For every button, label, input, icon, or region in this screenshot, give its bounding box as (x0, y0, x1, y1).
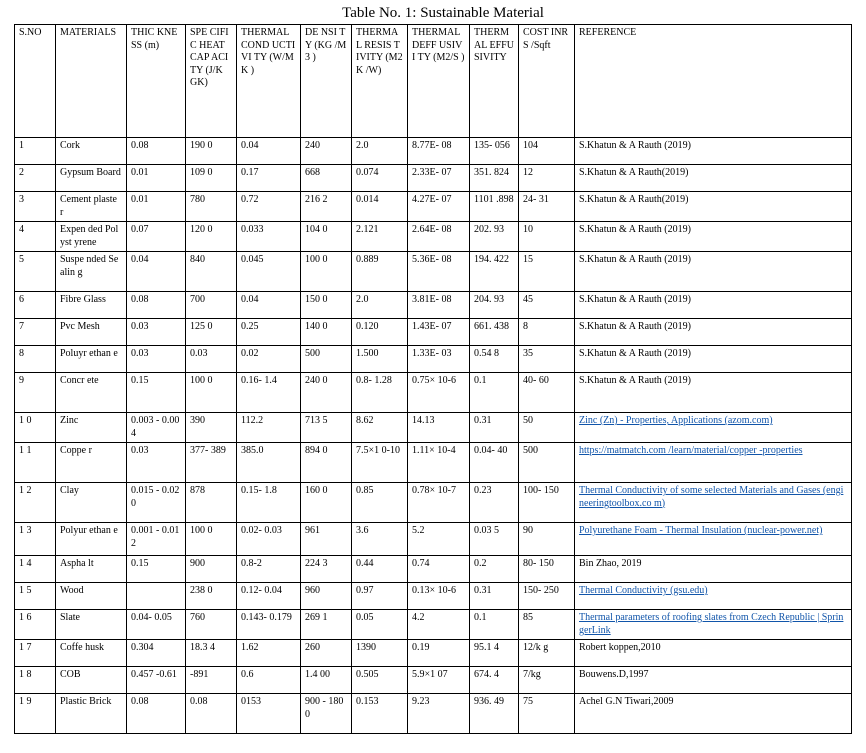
heat-capacity-cell: -891 (186, 667, 237, 694)
reference-cell (575, 252, 852, 292)
diffusivity-cell: 1.11× 10-4 (408, 443, 470, 483)
thickness-cell: 0.001 - 0.012 (127, 523, 186, 556)
thickness-cell: 0.304 (127, 640, 186, 667)
header-cell: THERMAL COND UCTIVI TY (W/MK ) (237, 25, 301, 138)
reference-cell (575, 523, 852, 556)
density-cell: 140 0 (301, 319, 352, 346)
effusivity-cell: 194. 422 (470, 252, 519, 292)
heat-capacity-cell: 900 (186, 556, 237, 583)
sno-cell: 1 (15, 138, 56, 165)
sno-cell: 7 (15, 319, 56, 346)
resistivity-cell: 2.0 (352, 292, 408, 319)
reference-cell (575, 373, 852, 413)
table-row (15, 556, 852, 583)
thickness-cell: 0.15 (127, 373, 186, 413)
effusivity-cell: 0.31 (470, 413, 519, 443)
table-row (15, 610, 852, 640)
reference-text: Robert koppen,2010 (579, 642, 661, 653)
effusivity-cell: 661. 438 (470, 319, 519, 346)
resistivity-cell: 0.97 (352, 583, 408, 610)
material-cell: Coffe husk (56, 640, 127, 667)
cost-cell: 100- 150 (519, 483, 575, 523)
conductivity-cell: 0.045 (237, 252, 301, 292)
resistivity-cell: 3.6 (352, 523, 408, 556)
table-row (15, 346, 852, 373)
header-cell: MATERIALS (56, 25, 127, 138)
density-cell: 104 0 (301, 222, 352, 252)
sno-cell: 8 (15, 346, 56, 373)
density-cell: 216 2 (301, 192, 352, 222)
density-cell: 240 (301, 138, 352, 165)
table-row (15, 165, 852, 192)
sno-cell: 6 (15, 292, 56, 319)
cost-cell: 75 (519, 694, 575, 734)
resistivity-cell: 7.5×1 0-10 (352, 443, 408, 483)
resistivity-cell: 8.62 (352, 413, 408, 443)
effusivity-cell: 0.54 8 (470, 346, 519, 373)
resistivity-cell: 2.121 (352, 222, 408, 252)
conductivity-cell: 0.16- 1.4 (237, 373, 301, 413)
resistivity-cell: 0.889 (352, 252, 408, 292)
header-cell: THERMAL RESIS TIVITY (M2K /W) (352, 25, 408, 138)
table-row (15, 192, 852, 222)
cost-cell: 45 (519, 292, 575, 319)
conductivity-cell: 385.0 (237, 443, 301, 483)
conductivity-cell: 0.04 (237, 292, 301, 319)
reference-text: S.Khatun & A Rauth (2019) (579, 375, 691, 386)
header-row (15, 25, 852, 138)
reference-text: Achel G.N Tiwari,2009 (579, 696, 674, 707)
table-row (15, 583, 852, 610)
thickness-cell: 0.08 (127, 292, 186, 319)
density-cell: 894 0 (301, 443, 352, 483)
resistivity-cell: 0.153 (352, 694, 408, 734)
reference-text: S.Khatun & A Rauth (2019) (579, 321, 691, 332)
conductivity-cell: 0.033 (237, 222, 301, 252)
heat-capacity-cell: 0.08 (186, 694, 237, 734)
reference-link[interactable]: https://matmatch.com /learn/material/copper -properties (579, 445, 803, 456)
reference-text: S.Khatun & A Rauth (2019) (579, 294, 691, 305)
conductivity-cell: 0.143- 0.179 (237, 610, 301, 640)
effusivity-cell: 95.1 4 (470, 640, 519, 667)
material-cell: Polyur ethan e (56, 523, 127, 556)
diffusivity-cell: 0.13× 10-6 (408, 583, 470, 610)
material-cell: Gypsum Board (56, 165, 127, 192)
sno-cell: 1 0 (15, 413, 56, 443)
diffusivity-cell: 0.78× 10-7 (408, 483, 470, 523)
heat-capacity-cell: 760 (186, 610, 237, 640)
resistivity-cell: 0.44 (352, 556, 408, 583)
heat-capacity-cell: 109 0 (186, 165, 237, 192)
cost-cell: 50 (519, 413, 575, 443)
reference-text: S.Khatun & A Rauth(2019) (579, 167, 689, 178)
material-cell: Suspe nded Sealin g (56, 252, 127, 292)
density-cell: 961 (301, 523, 352, 556)
heat-capacity-cell: 100 0 (186, 373, 237, 413)
reference-cell (575, 165, 852, 192)
conductivity-cell: 0.02 (237, 346, 301, 373)
resistivity-cell: 0.8- 1.28 (352, 373, 408, 413)
resistivity-cell: 0.074 (352, 165, 408, 192)
diffusivity-cell: 9.23 (408, 694, 470, 734)
heat-capacity-cell: 0.03 (186, 346, 237, 373)
table-row (15, 443, 852, 483)
reference-cell (575, 319, 852, 346)
cost-cell: 7/kg (519, 667, 575, 694)
cost-cell: 40- 60 (519, 373, 575, 413)
thickness-cell: 0.003 - 0.004 (127, 413, 186, 443)
sno-cell: 1 3 (15, 523, 56, 556)
effusivity-cell: 0.1 (470, 373, 519, 413)
diffusivity-cell: 3.81E- 08 (408, 292, 470, 319)
material-cell: Aspha lt (56, 556, 127, 583)
cost-cell: 12 (519, 165, 575, 192)
header-cell: SPE CIFI C HEAT CAP ACITY (J/K GK) (186, 25, 237, 138)
material-cell: Pvc Mesh (56, 319, 127, 346)
header-cell: THERMAL DEFF USIVI TY (M2/S ) (408, 25, 470, 138)
header-cell: REFERENCE (575, 25, 852, 138)
table-row (15, 694, 852, 734)
effusivity-cell: 0.23 (470, 483, 519, 523)
table-row (15, 252, 852, 292)
conductivity-cell: 0.12- 0.04 (237, 583, 301, 610)
reference-text: S.Khatun & A Rauth (2019) (579, 140, 691, 151)
effusivity-cell: 0.2 (470, 556, 519, 583)
reference-link[interactable]: Thermal Conductivity (gsu.edu) (579, 585, 708, 596)
reference-cell (575, 483, 852, 523)
reference-cell (575, 292, 852, 319)
density-cell: 224 3 (301, 556, 352, 583)
material-cell: Slate (56, 610, 127, 640)
sno-cell: 1 8 (15, 667, 56, 694)
cost-cell: 24- 31 (519, 192, 575, 222)
material-cell: Wood (56, 583, 127, 610)
reference-cell (575, 610, 852, 640)
cost-cell: 90 (519, 523, 575, 556)
conductivity-cell: 0.6 (237, 667, 301, 694)
cost-cell: 500 (519, 443, 575, 483)
heat-capacity-cell: 120 0 (186, 222, 237, 252)
reference-link[interactable]: Zinc (Zn) - Properties, Applications (azom.com) (579, 415, 773, 426)
thickness-cell: 0.08 (127, 138, 186, 165)
diffusivity-cell: 4.27E- 07 (408, 192, 470, 222)
thickness-cell: 0.03 (127, 346, 186, 373)
sno-cell: 4 (15, 222, 56, 252)
resistivity-cell: 2.0 (352, 138, 408, 165)
diffusivity-cell: 14.13 (408, 413, 470, 443)
material-cell: Concr ete (56, 373, 127, 413)
effusivity-cell: 351. 824 (470, 165, 519, 192)
diffusivity-cell: 5.9×1 07 (408, 667, 470, 694)
reference-cell (575, 443, 852, 483)
reference-link[interactable]: Polyurethane Foam - Thermal Insulation (nuclear-power.net) (579, 525, 823, 536)
density-cell: 240 0 (301, 373, 352, 413)
thickness-cell: 0.03 (127, 443, 186, 483)
conductivity-cell: 0.02- 0.03 (237, 523, 301, 556)
sno-cell: 3 (15, 192, 56, 222)
conductivity-cell: 0.04 (237, 138, 301, 165)
effusivity-cell: 0.1 (470, 610, 519, 640)
table-row (15, 319, 852, 346)
reference-text: Bin Zhao, 2019 (579, 558, 642, 569)
reference-cell (575, 556, 852, 583)
reference-link[interactable]: Thermal Conductivity of some selected Materials and Gases (engineeringtoolbox.co m) (579, 485, 844, 509)
cost-cell: 8 (519, 319, 575, 346)
density-cell: 150 0 (301, 292, 352, 319)
reference-text: S.Khatun & A Rauth (2019) (579, 348, 691, 359)
sno-cell: 1 1 (15, 443, 56, 483)
resistivity-cell: 0.014 (352, 192, 408, 222)
material-cell: Cork (56, 138, 127, 165)
heat-capacity-cell: 238 0 (186, 583, 237, 610)
density-cell: 500 (301, 346, 352, 373)
heat-capacity-cell: 18.3 4 (186, 640, 237, 667)
diffusivity-cell: 1.33E- 03 (408, 346, 470, 373)
cost-cell: 150- 250 (519, 583, 575, 610)
conductivity-cell: 0.17 (237, 165, 301, 192)
reference-text: S.Khatun & A Rauth(2019) (579, 194, 689, 205)
density-cell: 269 1 (301, 610, 352, 640)
reference-cell (575, 583, 852, 610)
effusivity-cell: 674. 4 (470, 667, 519, 694)
density-cell: 668 (301, 165, 352, 192)
diffusivity-cell: 8.77E- 08 (408, 138, 470, 165)
resistivity-cell: 0.05 (352, 610, 408, 640)
heat-capacity-cell: 190 0 (186, 138, 237, 165)
cost-cell: 85 (519, 610, 575, 640)
resistivity-cell: 0.505 (352, 667, 408, 694)
cost-cell: 80- 150 (519, 556, 575, 583)
heat-capacity-cell: 390 (186, 413, 237, 443)
cost-cell: 10 (519, 222, 575, 252)
table-body (15, 138, 852, 734)
thickness-cell: 0.015 - 0.020 (127, 483, 186, 523)
table-row (15, 640, 852, 667)
header-cell: THERMAL EFFU SIVITY (470, 25, 519, 138)
material-cell: Zinc (56, 413, 127, 443)
sno-cell: 1 7 (15, 640, 56, 667)
conductivity-cell: 1.62 (237, 640, 301, 667)
thickness-cell: 0.07 (127, 222, 186, 252)
sno-cell: 1 2 (15, 483, 56, 523)
reference-text: S.Khatun & A Rauth (2019) (579, 254, 691, 265)
conductivity-cell: 0.15- 1.8 (237, 483, 301, 523)
material-cell: Poluyr ethan e (56, 346, 127, 373)
reference-cell (575, 667, 852, 694)
density-cell: 1.4 00 (301, 667, 352, 694)
sno-cell: 9 (15, 373, 56, 413)
effusivity-cell: 0.04- 40 (470, 443, 519, 483)
table-row (15, 413, 852, 443)
diffusivity-cell: 4.2 (408, 610, 470, 640)
diffusivity-cell: 5.2 (408, 523, 470, 556)
cost-cell: 12/k g (519, 640, 575, 667)
sno-cell: 1 5 (15, 583, 56, 610)
heat-capacity-cell: 840 (186, 252, 237, 292)
conductivity-cell: 112.2 (237, 413, 301, 443)
diffusivity-cell: 0.19 (408, 640, 470, 667)
heat-capacity-cell: 780 (186, 192, 237, 222)
thickness-cell: 0.01 (127, 165, 186, 192)
header-cell: THIC KNESS (m) (127, 25, 186, 138)
reference-cell (575, 640, 852, 667)
conductivity-cell: 0.72 (237, 192, 301, 222)
header-cell: S.NO (15, 25, 56, 138)
reference-cell (575, 138, 852, 165)
effusivity-cell: 204. 93 (470, 292, 519, 319)
table-row (15, 523, 852, 556)
sno-cell: 1 9 (15, 694, 56, 734)
diffusivity-cell: 2.64E- 08 (408, 222, 470, 252)
cost-cell: 35 (519, 346, 575, 373)
table-row (15, 373, 852, 413)
resistivity-cell: 0.85 (352, 483, 408, 523)
effusivity-cell: 202. 93 (470, 222, 519, 252)
thickness-cell (127, 583, 186, 610)
thickness-cell: 0.08 (127, 694, 186, 734)
sno-cell: 1 4 (15, 556, 56, 583)
reference-cell (575, 694, 852, 734)
material-cell: COB (56, 667, 127, 694)
table-title: Table No. 1: Sustainable Material (342, 5, 544, 21)
conductivity-cell: 0153 (237, 694, 301, 734)
density-cell: 260 (301, 640, 352, 667)
effusivity-cell: 0.03 5 (470, 523, 519, 556)
diffusivity-cell: 0.74 (408, 556, 470, 583)
thickness-cell: 0.04- 0.05 (127, 610, 186, 640)
heat-capacity-cell: 878 (186, 483, 237, 523)
effusivity-cell: 135- 056 (470, 138, 519, 165)
thickness-cell: 0.457 -0.61 (127, 667, 186, 694)
header-cell: COST INRS /Sqft (519, 25, 575, 138)
thickness-cell: 0.04 (127, 252, 186, 292)
conductivity-cell: 0.25 (237, 319, 301, 346)
heat-capacity-cell: 125 0 (186, 319, 237, 346)
resistivity-cell: 0.120 (352, 319, 408, 346)
resistivity-cell: 1390 (352, 640, 408, 667)
effusivity-cell: 936. 49 (470, 694, 519, 734)
material-cell: Clay (56, 483, 127, 523)
effusivity-cell: 1101 .898 (470, 192, 519, 222)
material-cell: Fibre Glass (56, 292, 127, 319)
density-cell: 900 - 180 0 (301, 694, 352, 734)
sno-cell: 2 (15, 165, 56, 192)
heat-capacity-cell: 100 0 (186, 523, 237, 556)
reference-cell (575, 413, 852, 443)
conductivity-cell: 0.8-2 (237, 556, 301, 583)
diffusivity-cell: 0.75× 10-6 (408, 373, 470, 413)
table-row (15, 667, 852, 694)
materials-table (14, 24, 852, 734)
table-row (15, 483, 852, 523)
reference-cell (575, 222, 852, 252)
sno-cell: 1 6 (15, 610, 56, 640)
effusivity-cell: 0.31 (470, 583, 519, 610)
diffusivity-cell: 2.33E- 07 (408, 165, 470, 192)
material-cell: Expen ded Polyst yrene (56, 222, 127, 252)
density-cell: 713 5 (301, 413, 352, 443)
cost-cell: 15 (519, 252, 575, 292)
reference-link[interactable]: Thermal parameters of roofing slates from Czech Republic | SpringerLink (579, 612, 844, 636)
resistivity-cell: 1.500 (352, 346, 408, 373)
material-cell: Coppe r (56, 443, 127, 483)
diffusivity-cell: 1.43E- 07 (408, 319, 470, 346)
material-cell: Cement plaste r (56, 192, 127, 222)
heat-capacity-cell: 377- 389 (186, 443, 237, 483)
table-row (15, 222, 852, 252)
reference-cell (575, 346, 852, 373)
thickness-cell: 0.01 (127, 192, 186, 222)
heat-capacity-cell: 700 (186, 292, 237, 319)
thickness-cell: 0.03 (127, 319, 186, 346)
reference-text: Bouwens.D,1997 (579, 669, 649, 680)
reference-cell (575, 192, 852, 222)
density-cell: 160 0 (301, 483, 352, 523)
sno-cell: 5 (15, 252, 56, 292)
table-row (15, 138, 852, 165)
diffusivity-cell: 5.36E- 08 (408, 252, 470, 292)
thickness-cell: 0.15 (127, 556, 186, 583)
density-cell: 960 (301, 583, 352, 610)
cost-cell: 104 (519, 138, 575, 165)
reference-text: S.Khatun & A Rauth (2019) (579, 224, 691, 235)
material-cell: Plastic Brick (56, 694, 127, 734)
header-cell: DE NSI TY (KG /M3 ) (301, 25, 352, 138)
density-cell: 100 0 (301, 252, 352, 292)
table-row (15, 292, 852, 319)
